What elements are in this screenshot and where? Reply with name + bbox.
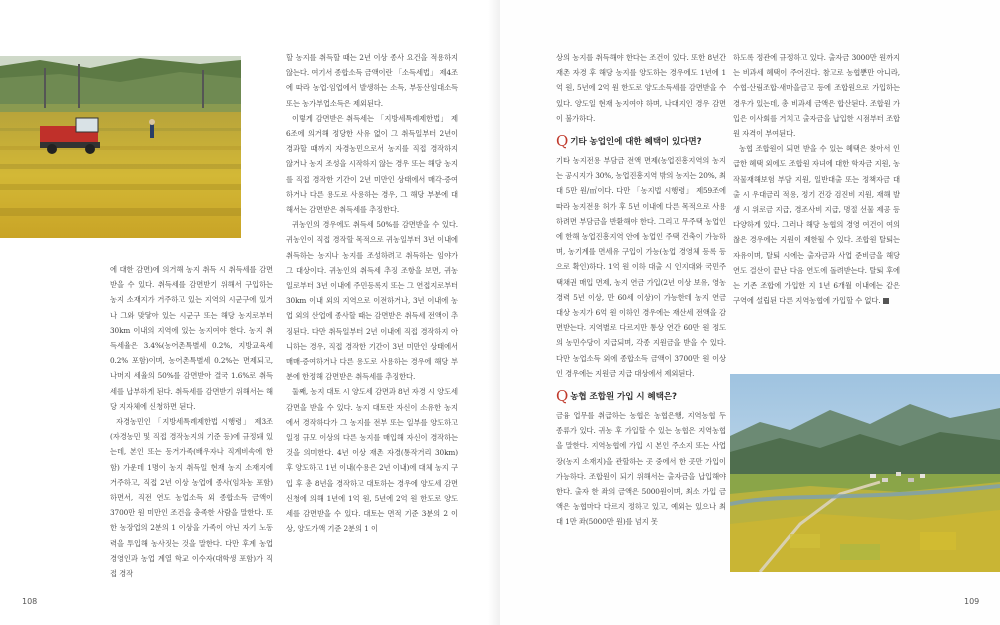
rural-village-aerial-photo-icon [730,374,1000,572]
question-title: 농협 조합원 가입 시 혜택은? [570,392,677,403]
paragraph: 금융 업무를 취급하는 농협은 농협은행, 지역농협 두 종류가 있다. 귀농 후 가입할 수 있는 농협은 지역농협을 말한다. 지역농협에 가입 시 본인 주소지 또는 사업장(농지 소재지)을 관할하는 곳 중에서 한 곳만 가입이 가능하다. 조합원이 되기 위해서는 출자금을 납입해야 한다. 출자 한 좌의 금액은 5000원이며, 최소 가입 금액은 농협마다 다르지 정하고 있고, 예외는 있으나 최대 1만 좌(5000만 원)를 넘지 못 [556,411,726,527]
paragraph: 에 대한 감면)에 의거해 농지 취득 시 취득세를 감면받을 수 있다. 취득세를 감면받기 위해서 구입하는 농지 소재지가 거주하고 있는 지역의 시군구에 있거나 그와 맞닿아 있는 시군구 또는 해당 농지로부터 30km 이내의 지역에 있는 농지여야 한다. 농지 취득세율은 3.4%(농어촌특별세 0.2%, 지방교육세 0.2% 포함)이며, 농어촌특별세 0.2%는 면제되고, 나머지 세율의 50%를 감면받아 결국 1.6%로 취득세를 납부하게 된다. 취득세를 감면받기 위해서는 해당 지자체에 신청하면 된다. [110,265,273,411]
text-column-2 [286,50,458,537]
text-column-1 [110,262,273,581]
paragraph: 자경농민인 「지방세특례제한법 시행령」 제3조(자경농민 및 직접 경작농지의 기준 등)에 규정돼 있는데, 본인 또는 동거가족(배우자나 직계비속에 한함) 가운데 1명이 농지 취득일 현재 농지 소재지에 거주하고, 직접 2년 이상 농업에 종사(임차농 포함)하면서, 직전 연도 농업소득 외 종합소득 금액이 3700만 원 미만인 조건을 충족한 사람을 말한다. 또한 농장업의 2분의 1 이상을 가족이 아닌 자기 노동력을 투입해 농사짓는 것을 말한다. 다만 후계 농업 경영인과 농업 계열 학교 이수자(대학생 포함)가 직접 경작 [110,417,273,579]
paragraph: 상의 농지를 취득해야 한다는 조건이 있다. 또한 8년간 재촌 자경 후 해당 농지를 양도하는 경우에도 1년에 1억 원, 5년에 2억 원 한도로 양도소득세를 감면받을 수 있다. 양도일 현재 농지여야 하며, 나대지인 경우 감면이 불가하다. [556,53,726,123]
question-title: 기타 농업인에 대한 혜택이 있다면? [570,137,702,148]
paragraph: 둘째, 농지 대토 시 양도세 감면과 8년 자경 시 양도세 감면을 받을 수 있다. 농지 대토란 자신이 소유한 농지에서 경작하다가 그 농지를 전부 또는 일부를 양도하고 일정 규모 이상의 다른 농지를 매입해 자신이 경작하는 것을 의미한다. 4년 이상 재촌 자경(통작거리 30km) 후 양도하고 1년 이내(수용은 2년 이내)에 대체 농지 구입 후 총 8년을 경작하고 대토하는 경우에 양도세 감면 신청에 의해 1년에 1억 원, 5년에 2억 원 한도로 양도세를 감면받을 수 있다. 대토는 면적 기준 3분의 2 이상, 양도가액 기준 2분의 1 이 [286,387,458,534]
text-column-3 [556,50,726,530]
paragraph: 귀농인의 경우에도 취득세 50%를 감면받을 수 있다. 귀농인이 직접 경작할 목적으로 귀농일부터 3년 이내에 취득하는 농지나 농지를 조성하려고 취득하는 임야가 그 대상이다. 귀농인의 취득세 추징 조항을 보면, 귀농일로부터 3년 이내에 주민등록지 또는 그 연접지로부터 30km 이내 외의 지역으로 이전하거나, 3년 이내에 농업 외의 산업에 종사할 때는 감면받은 취득세 전액이 추징된다. 다만 취득일부터 2년 이내에 직접 경작하지 아니하는 경우, 직접 경작한 기간이 3년 미만인 상태에서 매매·증여하거나 다른 용도로 사용하는 경우에 해당 부분에 한정해 감면받은 취득세를 추징한다. [286,220,458,382]
rural-village-aerial-photo [730,374,1000,572]
question-mark: Q [556,132,569,151]
paragraph: 하도록 정관에 규정하고 있다. 출자금 3000만 원까지는 비과세 혜택이 주어진다. 참고로 농협뿐만 아니라, 수협·산림조합·새마을금고 등에 조합원으로 가입하는 경우가 있는데, 총 비과세 금액은 합산된다. 조합원 가입은 이사회를 거치고 출자금을 납입한 시점부터 조합원 자격이 부여된다. [733,53,900,139]
question-mark: Q [556,387,569,406]
right-page [500,0,1000,625]
paragraph: 이렇게 감면받은 취득세는 「지방세특례제한법」 제6조에 의거해 정당한 사유 없이 그 취득일부터 2년이 경과할 때까지 자경농민으로서 농지를 직접 경작하지 않거나 농지 조성을 시작하지 않는 경우 또는 해당 농지를 직접 경작한 기간이 2년 미만인 상태에서 매각·증여하거나 다른 용도로 사용하는 경우, 그 해당 부분에 대해서는 감면받은 취득세를 추징한다. [286,113,458,215]
paragraph: 할 농지를 취득할 때는 2년 이상 종사 요건을 적용하지 않는다. 여기서 종합소득 금액이란 「소득세법」 제4조에 따라 농업·임업에서 발생하는 소득, 부동산임대소득 또는 농가부업소득은 제외된다. [286,53,458,108]
page-number-left: 108 [22,597,38,606]
page-number-right: 109 [964,597,980,606]
paragraph-text: 농협 조합원이 되면 받을 수 있는 혜택은 찾아서 인급한 혜택 외에도 조합원 자녀에 대한 학자금 지원, 농작물재해보험 부담 지원, 일반대출 또는 정책자금 대출 시 우대금리 적용, 정기 건강 검진비 지원, 재해 발생 시 위로금 지급, 경조사비 지급, 명절 선물 제공 등 다양하게 있다. 그러나 해당 농협의 경영 여건이 여의찮은 경우에는 지원이 제한될 수 있다. 조합원 탈퇴는 자유이며, 탈퇴 시에는 출자금과 사업 준비금을 해당 연도 결산이 끝난 다음 연도에 돌려받는다. 탈퇴 후에는 기존 조합에 가입한 지 1년 6개월 이내에는 같은 구역에 설립된 다른 지역농협에 가입할 수 없다. [733,144,900,306]
paragraph [733,141,900,308]
question-heading-2 [556,389,726,404]
rice-harvest-photo-icon [0,56,241,238]
text-column-4 [733,50,900,308]
question-heading-1 [556,134,726,149]
paragraph: 기타 농지전용 부담금 전액 면제(농업진흥지역의 농지는 공시지가 30%, 농업진흥지역 밖의 농지는 20%, 최대 5만 원/㎡이다. 다만 「농지법 시행령」 제59조에 따라 농지전용 허가 후 5년 이내에 다른 목적으로 사용하려면 부담금을 반환해야 한다. 그리고 무주택 농업인에 한해 농업진흥지역 안에 농업인 주택 건축이 가능하며, 농기계를 면세유 구입이 가능(농업 경영체 등록 등으로 확인)하다. 1억 원 이하 대출 시 인지대와 국민주택채권 매입 면제, 농지 연금 가입(2년 이상 보유, 영농 경력 5년 이상, 만 60세 이상)이 가능한데 농지 연금 대상 농지가 6억 원 이하인 경우에는 재산세 전액을 감면받는다. 지역별로 다르지만 통상 연간 60만 원 정도의 농민수당이 지급되며, 각종 지원금을 받을 수 있다. 다만 농업소득 외에 종합소득 금액이 3700만 원 이상인 경우에는 지원금 지급 대상에서 제외된다. [556,156,726,378]
end-mark-icon [883,298,889,304]
rice-harvest-photo [0,56,241,238]
